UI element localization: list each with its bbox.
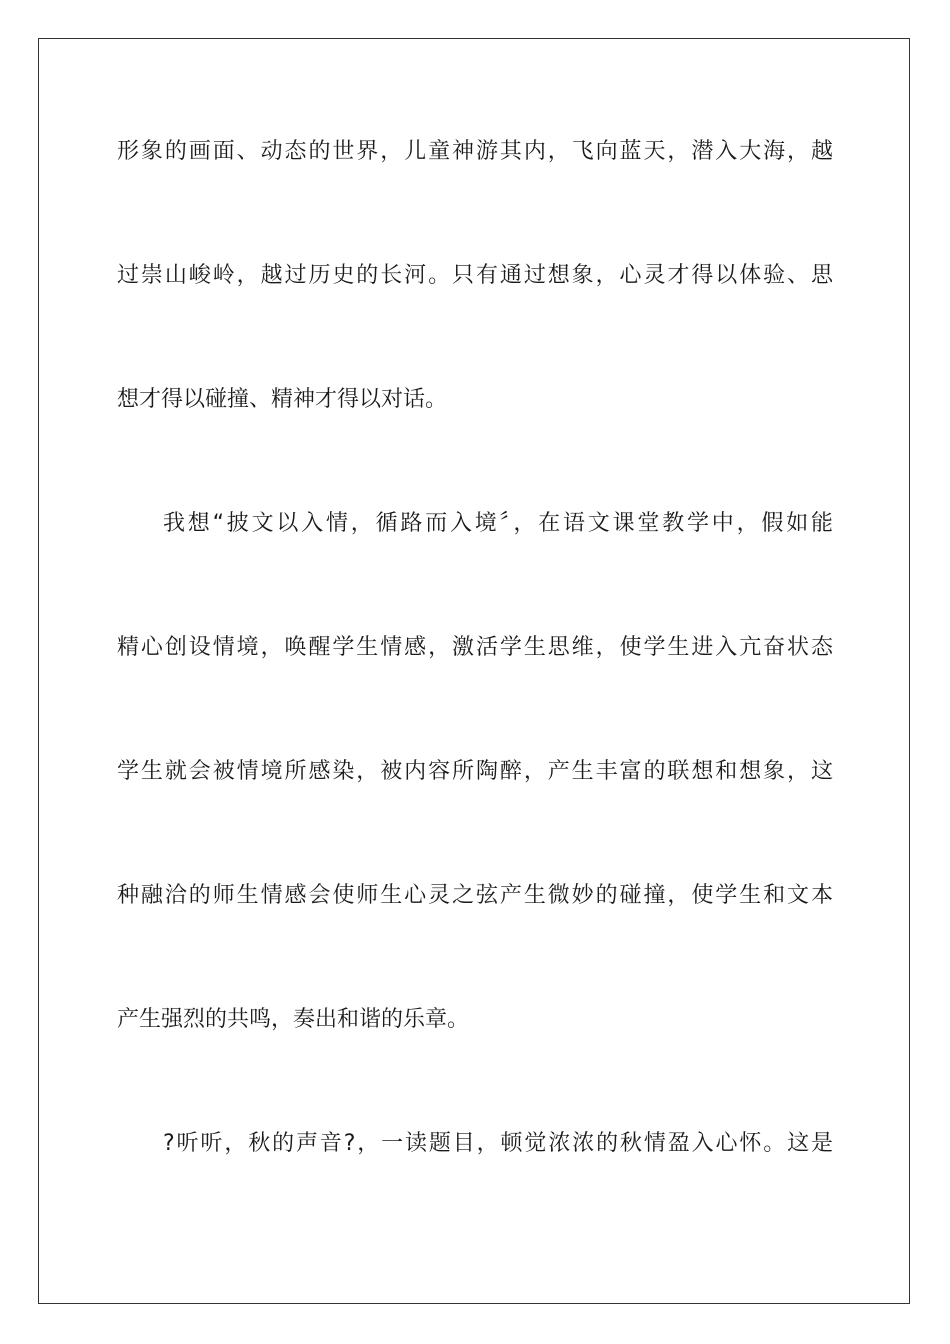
page-border: [38, 38, 910, 1304]
text-line-5: 精心创设情境，唤醒学生情感，激活学生思维，使学生进入亢奋状态: [117, 635, 833, 660]
text-line-8: 产生强烈的共鸣，奏出和谐的乐章。: [117, 1007, 470, 1032]
text-line-3: 想才得以碰撞、精神才得以对话。: [117, 387, 448, 412]
text-line-9: ?听听，秋的声音?，一读题目，顿觉浓浓的秋情盈入心怀。这是: [163, 1131, 833, 1156]
text-line-7: 种融洽的师生情感会使师生心灵之弦产生微妙的碰撞，使学生和文本: [117, 883, 833, 908]
text-line-4: 我想“披文以入情，循路而入境〞，在语文课堂教学中，假如能: [163, 511, 833, 536]
text-line-6: 学生就会被情境所感染，被内容所陶醉，产生丰富的联想和想象，这: [117, 759, 833, 784]
text-line-2: 过崇山峻岭，越过历史的长河。只有通过想象，心灵才得以体验、思: [117, 263, 833, 288]
text-line-1: 形象的画面、动态的世界，儿童神游其内，飞向蓝天，潜入大海，越: [117, 139, 833, 164]
